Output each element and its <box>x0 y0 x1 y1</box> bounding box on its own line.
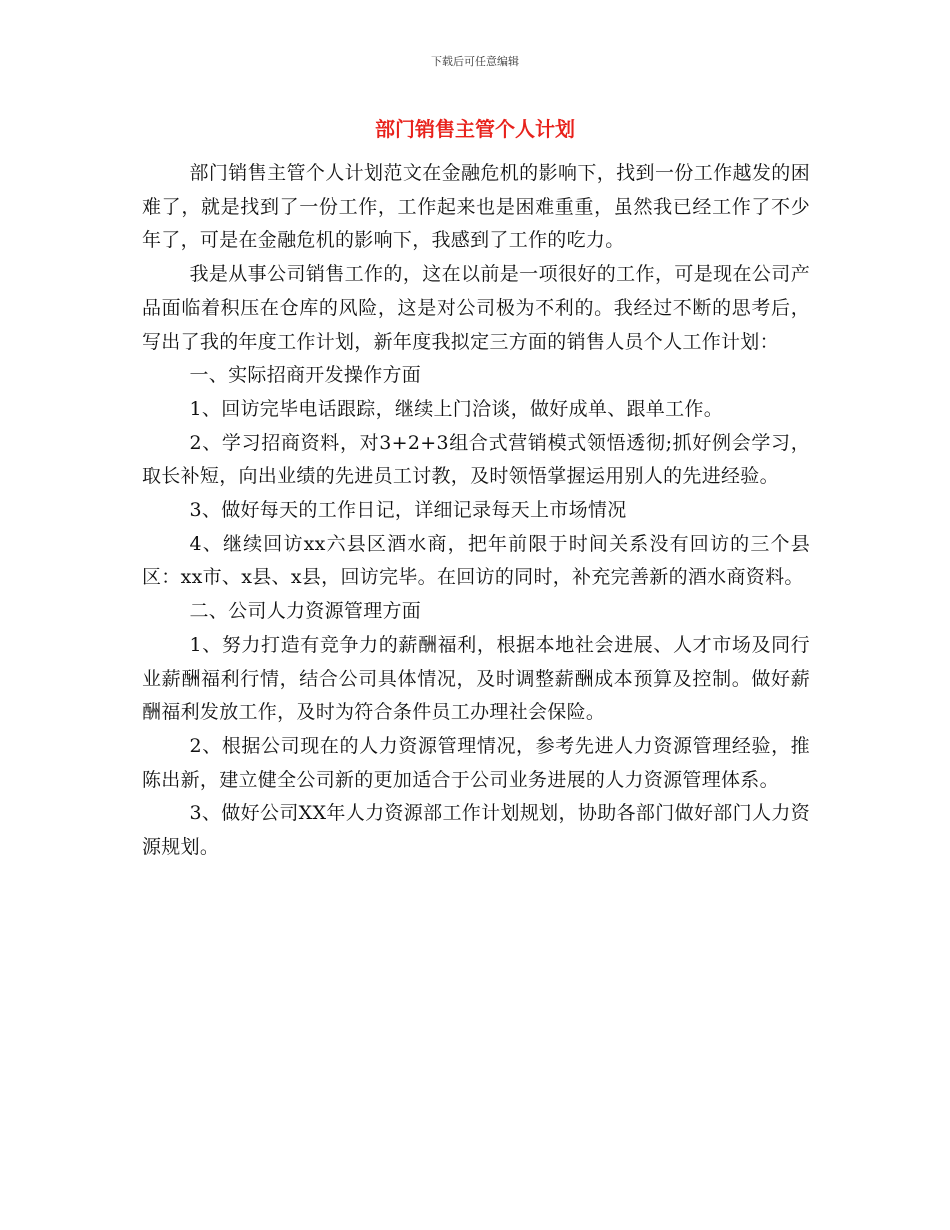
list-item-sales-4: 4、继续回访xx六县区酒水商，把年前限于时间关系没有回访的三个县区：xx市、x县、x县，回访完毕。在回访的同时，补充完善新的酒水商资料。 <box>142 532 810 589</box>
page-title: 部门销售主管个人计划 <box>375 117 575 141</box>
paragraph-intro: 部门销售主管个人计划范文在金融危机的影响下，找到一份工作越发的困难了，就是找到了一份工作，工作起来也是困难重重，虽然我已经工作了不少年了，可是在金融危机的影响下，我感到了工作的吃力。 <box>142 162 810 252</box>
list-item-sales-2: 2、学习招商资料，对3+2+3组合式营销模式领悟透彻;抓好例会学习，取长补短，向出业绩的先进员工讨教，及时领悟掌握运用别人的先进经验。 <box>142 431 810 488</box>
list-item-hr-2: 2、根据公司现在的人力资源管理情况，参考先进人力资源管理经验，推陈出新，建立健全公司新的更加适合于公司业务进展的人力资源管理体系。 <box>142 734 810 791</box>
list-item-sales-3: 3、做好每天的工作日记，详细记录每天上市场情况 <box>189 499 627 522</box>
document-body <box>142 157 810 865</box>
paragraph-background: 我是从事公司销售工作的，这在以前是一项很好的工作，可是现在公司产品面临着积压在仓库的风险，这是对公司极为不利的。我经过不断的思考后，写出了我的年度工作计划，新年度我拟定三方面的销售人员个人工作计划： <box>142 263 810 353</box>
section-heading-sales: 一、实际招商开发操作方面 <box>189 364 422 387</box>
list-item-hr-1: 1、努力打造有竞争力的薪酬福利，根据本地社会进展、人才市场及同行业薪酬福利行情，结合公司具体情况，及时调整薪酬成本预算及控制。做好薪酬福利发放工作，及时为符合条件员工办理社会保险。 <box>142 633 810 724</box>
list-item-sales-1: 1、回访完毕电话跟踪，继续上门洽谈，做好成单、跟单工作。 <box>189 397 723 420</box>
section-heading-hr: 二、公司人力资源管理方面 <box>189 600 422 623</box>
list-item-hr-3: 3、做好公司XX年人力资源部工作计划规划，协助各部门做好部门人力资源规划。 <box>142 802 810 859</box>
header-note: 下载后可任意编辑 <box>431 55 519 68</box>
